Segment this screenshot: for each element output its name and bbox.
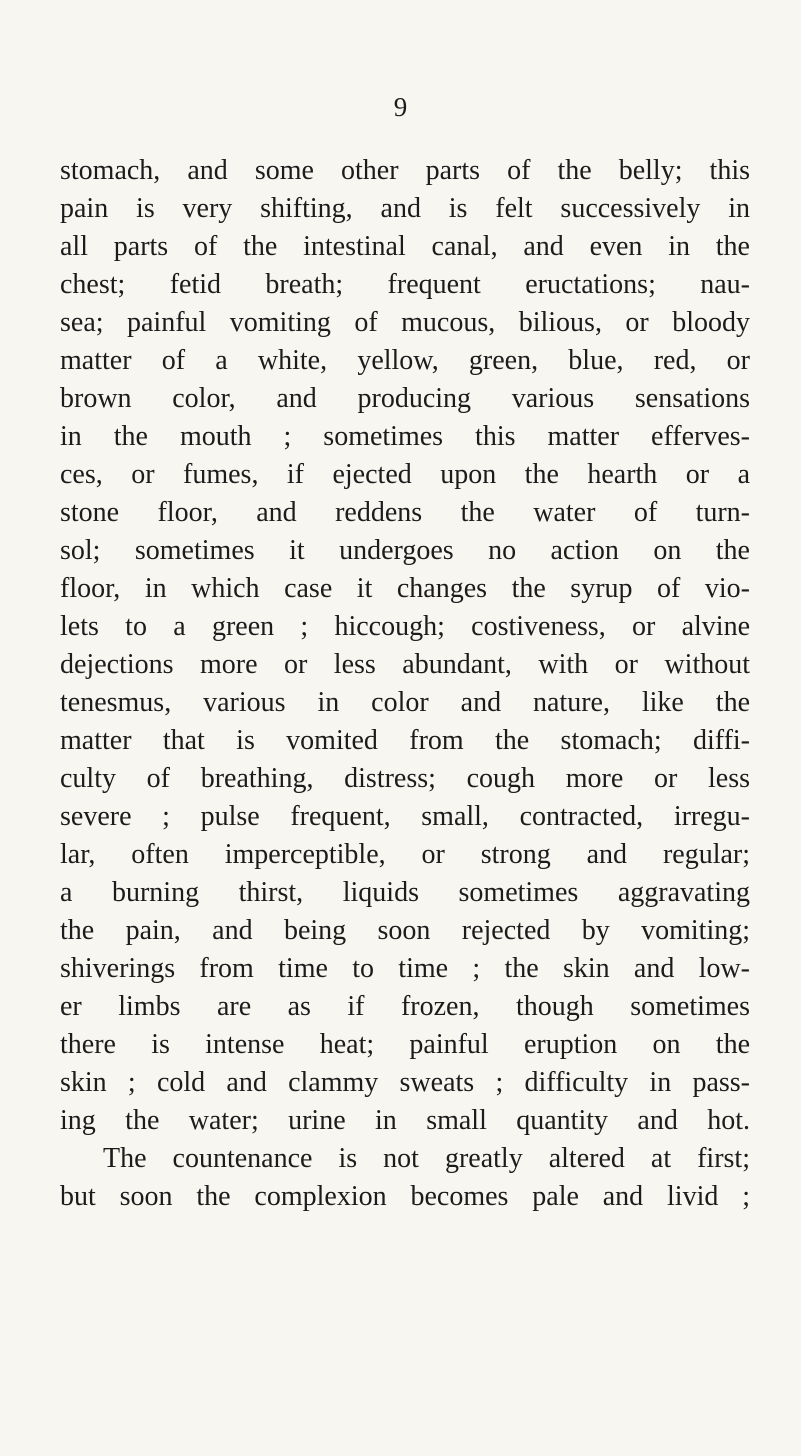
text-line: in the mouth ; sometimes this matter efferves-: [60, 421, 750, 452]
text-line: chest; fetid breath; frequent eructations; nau-: [60, 269, 750, 300]
text-line: sol; sometimes it undergoes no action on the: [60, 535, 750, 566]
text-line: sea; painful vomiting of mucous, bilious, or bloody: [60, 307, 750, 338]
text-line: there is intense heat; painful eruption on the: [60, 1029, 750, 1060]
text-line: severe ; pulse frequent, small, contracted, irregu-: [60, 801, 750, 832]
page-number: 9: [393, 92, 408, 122]
text-line: shiverings from time to time ; the skin and low-: [60, 953, 750, 984]
text-line: tenesmus, various in color and nature, like the: [60, 687, 750, 718]
text-line: stomach, and some other parts of the belly; this: [60, 155, 750, 186]
text-line: matter that is vomited from the stomach; diffi-: [60, 725, 750, 756]
text-line: the pain, and being soon rejected by vomiting;: [60, 915, 750, 946]
text-line: brown color, and producing various sensations: [60, 383, 750, 414]
text-line: ces, or fumes, if ejected upon the hearth or a: [60, 459, 750, 490]
text-line: but soon the complexion becomes pale and livid ;: [60, 1181, 750, 1212]
text-line: er limbs are as if frozen, though sometimes: [60, 991, 750, 1022]
text-line: lar, often imperceptible, or strong and regular;: [60, 839, 750, 870]
text-line: lets to a green ; hiccough; costiveness, or alvine: [60, 611, 750, 642]
text-line: pain is very shifting, and is felt successively in: [60, 193, 750, 224]
text-line: floor, in which case it changes the syrup of vio-: [60, 573, 750, 604]
text-line: matter of a white, yellow, green, blue, red, or: [60, 345, 750, 376]
text-line: ing the water; urine in small quantity and hot.: [60, 1105, 750, 1136]
text-line: The countenance is not greatly altered at first;: [103, 1143, 750, 1174]
text-line: all parts of the intestinal canal, and even in the: [60, 231, 750, 262]
text-line: skin ; cold and clammy sweats ; difficulty in pass-: [60, 1067, 750, 1098]
text-line: culty of breathing, distress; cough more or less: [60, 763, 750, 794]
text-line: a burning thirst, liquids sometimes aggravating: [60, 877, 750, 908]
text-line: stone floor, and reddens the water of turn-: [60, 497, 750, 528]
text-line: dejections more or less abundant, with or without: [60, 649, 750, 680]
